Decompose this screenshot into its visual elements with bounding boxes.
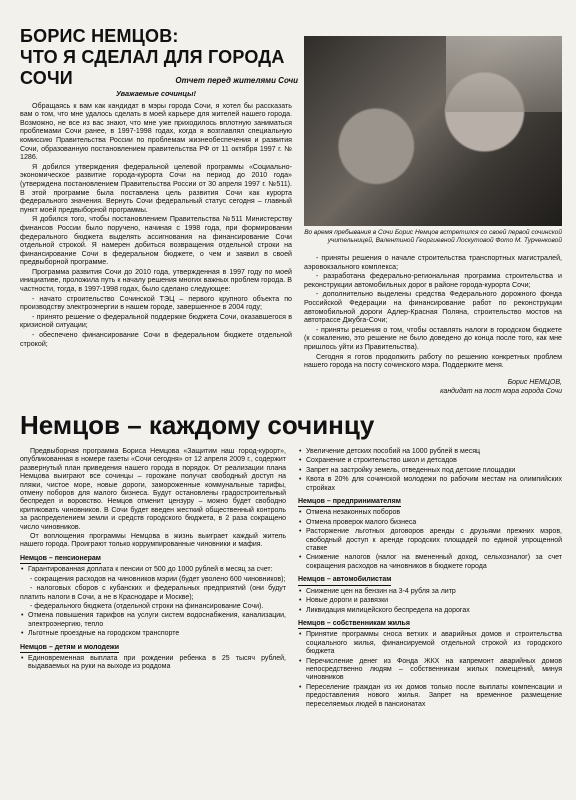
list-item: • Льготные проездные на городском транспорте [20,630,286,638]
list-item: • Принятие программы сноса ветхих и аварийных домов и строительства социального жилья, финансируемой отдельной строкой из городского бюджета [298,631,562,656]
paragraph: - приняты решения о том, чтобы оставлять налоги в городском бюджете (к сожалению, это решение не было доведено до конца после того, как мне пришлось уйти из Правительства). [304,325,562,351]
title-line-1: БОРИС НЕМЦОВ: [20,26,179,46]
list-item: - сокращения расходов на чиновников мэрии (будет уволено 600 чиновников); [30,575,286,583]
list-item: • Сохранение и строительство школ и детсадов [298,457,562,465]
list-item: • Переселение граждан из их домов только после выплаты компенсации и предоставления нового жилья. Запрет на временное размещение переселяемых людей в пансионатах [298,684,562,709]
paragraph: - приняты решения о начале строительства транспортных магистралей, аэровокзального комплекса; [304,254,562,271]
signature-role: кандидат на пост мэра города Сочи [440,388,562,395]
paragraph: Я добился утверждения федеральной целевой программы «Социально-экономическое развитие города-курорта Сочи на период до 2010 года» (утверждена постановлением Правительства России от 30 апреля 1997 г. №511). В этой программе была поставлена цель развития Сочи как курорта федерального значения. Вернуть Сочи федеральный статус сегодня – главный пункт моей предвыборной программы. [20,162,292,214]
paragraph: Обращаясь к вам как кандидат в мэры города Сочи, я хотел бы рассказать вам о том, что мне удалось сделать в моей карьере для жителей нашего города. Возможно, не все из вас знают, что мне уже приходилось вплотную заниматься проблемами Сочи ранее, в 1997-1998 годах, когда я возглавлял специальную комиссию Правительства России по проблемам жизнеобеспечения и развития Сочи, образованную постановлением правительства РФ от 11 октября 1997 г. № 1286. [20,101,292,162]
paragraph: - обеспечено финансирование Сочи в федеральном бюджете отдельной строкой; [20,331,292,348]
signature [378,378,562,396]
children-heading: Немцов – детям и молодежи [20,644,119,653]
housing-heading: Немцов – собственникам жилья [298,620,410,629]
paragraph: Предвыборная программа Бориса Немцова «Защитим наш город-курорт», опубликованная в номере газеты «Сочи сегодня» от 12 апреля 2009 г., содержит развернутый план приведения нашего города в порядок. От реализации плана Немцова выиграют все сочинцы – горожане получат свободный доступ на пляжи, чистое море, новые дороги, замороженные коммунальные тарифы, отмену поборов для малого бизнеса. Будут остановлены градостроительный беспредел и воровство. Немцов отменит цензуру – можно будет свободно критиковать чиновников. В Сочи будет введен жесткий общественный контроль за распределением земли и средств городского бюджета, в 2 раза сокращено число чиновников. [20,448,286,531]
article-photo [304,36,562,226]
list-item: • Квота в 20% для сочинской молодежи по рабочим местам на олимпийских стройках [298,476,562,493]
business-heading: Немцов – предпринимателям [298,498,401,507]
report-left-column [20,90,292,349]
list-item: • Расторжение льготных договоров аренды с друзьями прежних мэров, свободный доступ к аренде городских площадей по единой упрощенной ставке [298,528,562,553]
program-right-column [298,448,562,710]
list-item: • Отмена незаконных поборов [298,509,562,517]
list-item: - федерального бюджета (отдельной строки на финансирование Сочи). [30,602,264,610]
paragraph: - принято решение о федеральной поддержке бюджета Сочи, оказавшегося в кризисной ситуации; [20,312,292,330]
article-subtitle: Отчет перед жителями Сочи [175,76,298,85]
list-item: - налоговых сборов с кубанских и федеральных предприятий (они будут платить налоги в Сочи, а не в Краснодаре и Москве); [20,585,286,601]
newspaper-page [18,18,562,788]
paragraph: - дополнительно выделены средства Федерального дорожного фонда Российской Федерации на финансирование работ по реконструкции автомобильной дороги Адлер-Красная Поляна, строительство мостов на автотрассе Джубга-Сочи; [304,290,562,325]
paragraph: Я добился того, чтобы постановлением Правительства №511 Министерству финансов России было поручено, начиная с 1998 года, при формировании федерального бюджета выделять ассигнования на финансирование Сочи отдельной строкой. Я намерен добиться возвращения отдельной строки на финансирование Сочи в федеральном бюджете, о чем и заявил в своей предвыборной программе. [20,215,292,267]
list-item: • Единовременная выплата при рождении ребенка в 25 тысяч рублей, выдаваемых на руки на выходе из роддома [20,655,286,672]
list-item: • Запрет на застройку земель, отведенных под детские площадки [298,467,562,475]
report-right-column [304,254,562,371]
list-item: • Гарантированная доплата к пенсии от 500 до 1000 рублей в месяц за счет: [20,566,286,574]
section-title: Немцов – каждому сочинцу [20,410,375,440]
paragraph: Сегодня я готов продолжить работу по решению конкретных проблем нашего города на посту сочинского мэра. Поддержите меня. [304,352,562,370]
list-item: • Отмена повышения тарифов на услуги систем водоснабжения, канализации, электроэнергию, тепло [20,612,286,629]
paragraph: Программа развития Сочи до 2010 года, утвержденная в 1997 году по моей инициативе, проложила путь к началу решения многих важных проблем города. В частности, тогда, в 1997-1998 годах, было сделано следующее: [20,267,292,294]
list-item: • Снижение цен на бензин на 3-4 рубля за литр [298,588,562,596]
program-left-column [20,448,286,673]
greeting: Уважаемые сочинцы! [116,89,196,98]
signature-name: Борис НЕМЦОВ, [507,379,562,386]
pensioners-heading: Немцов – пенсионерам [20,555,101,564]
list-item: • Отмена проверок малого бизнеса [298,519,562,527]
list-item: • Снижение налогов (налог на вмененный доход, сельхозналог) за счет сокращения расходов на чиновников в бюджете города [298,554,562,571]
paragraph: От воплощения программы Немцова в жизнь выиграет каждый житель нашего города. Проиграют только коррумпированные чиновники и мафия. [20,533,286,549]
title-line-2: ЧТО Я СДЕЛАЛ ДЛЯ ГОРОДА СОЧИ [20,47,285,88]
list-item: • Новые дороги и развязки [298,597,562,605]
paragraph: - начато строительство Сочинской ТЭЦ – первого крупного объекта по производству электроэнергии в нашем городе, завершенное в 2004 году; [20,294,292,312]
list-item: • Перечисление денег из Фонда ЖКХ на капремонт аварийных домов непосредственно людям – собственникам жилых помещений, минуя чиновников [298,658,562,683]
paragraph: - разработана федерально-региональная программа строительства и реконструкции автомобильных дорог в районе города-курорта Сочи; [304,272,562,289]
drivers-heading: Немцов – автомобилистам [298,576,391,585]
list-item: • Увеличение детских пособий на 1000 рублей в месяц [298,448,562,456]
photo-caption: Во время пребывания в Сочи Борис Немцов встретился со своей первой сочинской учительницей, Валентиной Георгиевной Лоскутовой Фото М. Турченковой [304,229,562,244]
list-item: • Ликвидация милицейского беспредела на дорогах [298,607,562,615]
